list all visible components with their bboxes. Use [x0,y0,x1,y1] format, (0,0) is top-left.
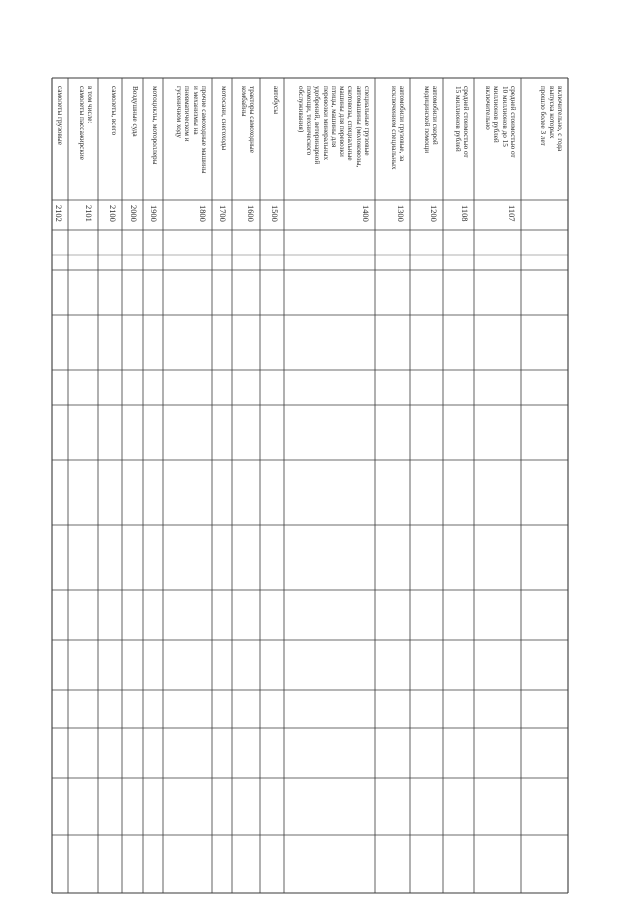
row-code: 1107 [507,205,516,222]
row-label: самолеты грузовые [56,86,64,145]
row-code: 2101 [84,205,93,222]
row-code: 1108 [460,205,469,222]
row-label: средней стоимостью от 15 миллионов рублей [453,86,470,158]
row-label: прочие самоходные машины и механизмы на пневматическом и гусеничном ходу [175,86,208,174]
row-label: мотосани, снегоходы [220,86,228,151]
row-label: автомобили скорой медицинской помощи [422,86,439,154]
row-code: 1200 [429,205,438,222]
row-code: 1700 [218,205,227,222]
row-code: 1400 [361,205,370,222]
row-label: Воздушные суда [131,86,139,137]
row-code: 2000 [129,205,138,222]
row-label: автомобили грузовые, за исключением специальных [389,86,406,170]
row-label: средней стоимостью от 10 миллионов до 15 миллионов рублей включительно [484,86,517,158]
row-code: 1300 [396,205,405,222]
row-code: 2100 [108,205,117,222]
row-label: мотоциклы, мотороллеры [151,86,159,165]
row-code: 1500 [270,205,279,222]
row-label: самолеты, всего [110,86,118,136]
row-label: специальные грузовые автомашины (молоковозы, скотовозы, специальные машины для перевозки птицы, машины для перевозки минеральных удобрений, ветеринарной помощи, технического обслуживания) [296,86,371,168]
row-code: 1800 [198,205,207,222]
row-label: автобусы [272,86,280,115]
row-code: 1600 [246,205,255,222]
row-label: тракторы самоходные комбайны [239,86,256,153]
row-label: включительно, с года выпуска которых прошло более 3 лет [539,86,564,152]
row-label: в том числе: самолеты пассажирские [77,86,94,160]
row-code: 2102 [54,205,63,222]
row-code: 1900 [149,205,158,222]
